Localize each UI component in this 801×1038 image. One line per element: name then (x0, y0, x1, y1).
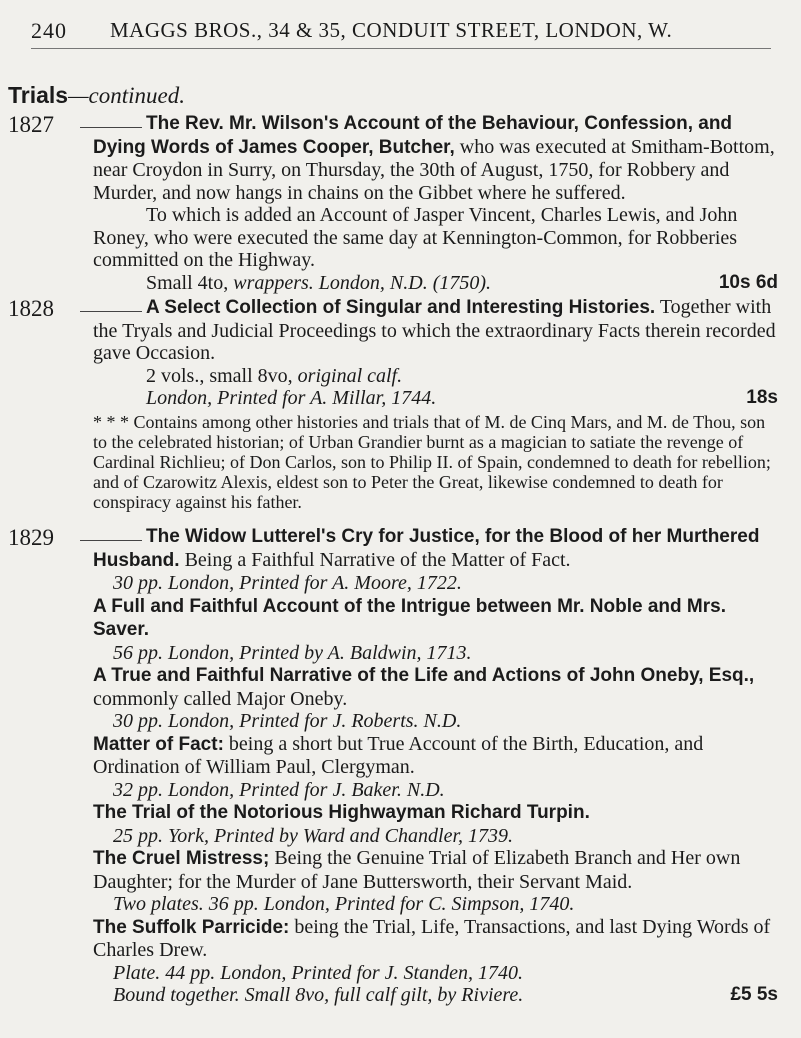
entry-format-plain: 2 vols., small 8vo, (146, 364, 298, 387)
bound-item (93, 664, 778, 733)
section-name: Trials (8, 82, 69, 108)
entry-description (93, 112, 778, 204)
catalogue-entry (8, 296, 778, 512)
entry-text: Being a Faithful Narrative of the Matter of Fact. (179, 548, 571, 571)
bound-item-text: being a short but True Account of the Birth, Education, and Ordination of William Paul, Clergyman. (93, 732, 704, 778)
bound-item (93, 916, 778, 985)
entry-dash (80, 127, 142, 128)
bound-item-title: A True and Faithful Narrative of the Life and Actions of John Oneby, Esq., (93, 665, 755, 686)
bound-item-imprint: 25 pp. York, Printed by Ward and Chandler, 1739. (113, 824, 514, 847)
entry-title: The Widow Lutterel's Cry for Justice, for the Blood of her Murthered Husband. (93, 526, 760, 571)
entry-dash (80, 311, 142, 312)
bound-item (93, 733, 778, 802)
bound-item-text: being the Trial, Life, Transactions, and last Dying Words of Charles Drew. (93, 915, 771, 961)
entry-dash (80, 540, 142, 541)
page-number: 240 (31, 18, 67, 43)
entry-number: 1828 (8, 296, 54, 321)
running-head: MAGGS BROS., 34 & 35, CONDUIT STREET, LONDON, W. (110, 18, 673, 42)
entry-format-italic: wrappers. London, N.D. (1750). (233, 271, 492, 294)
entry-format-italic: original calf. (297, 364, 403, 387)
bound-item-title: The Suffolk Parricide: (93, 916, 290, 938)
bound-item (93, 595, 778, 665)
entry-price: £5 5s (730, 984, 778, 1005)
bound-item-imprint: 30 pp. London, Printed for J. Roberts. N.D. (113, 710, 462, 732)
entry-number: 1827 (8, 112, 54, 137)
catalogue-entry (8, 112, 778, 294)
entry-imprint-line (93, 572, 778, 595)
entry-format-plain: Small 4to, (146, 271, 234, 294)
header-rule (31, 48, 771, 49)
entry-imprint-line (93, 387, 778, 410)
bound-item-title: A Full and Faithful Account of the Intrigue between Mr. Noble and Mrs. Saver. (93, 595, 726, 640)
catalogue-entry (8, 525, 778, 1007)
entry-description (93, 296, 778, 365)
bound-item-title: The Trial of the Notorious Highwayman Richard Turpin. (93, 802, 590, 823)
entry-imprint: London, Printed for A. Millar, 1744. (146, 387, 437, 409)
entry-number: 1829 (8, 525, 54, 550)
bound-item-imprint: 32 pp. London, Printed for J. Baker. N.D. (113, 778, 445, 801)
bound-item-text: commonly called Major Oneby. (93, 687, 348, 710)
entry-format (93, 365, 778, 388)
entry-price: 18s (746, 387, 778, 408)
page-header (31, 18, 771, 52)
entry-title: A Select Collection of Singular and Interesting Histories. (146, 297, 656, 318)
section-continued: —continued. (68, 83, 186, 108)
entry-text: Together with the Tryals and Judicial Proceedings to which the extraordinary Facts therein recorded gave Occasion. (93, 296, 776, 364)
entry-note: * * * Contains among other histories and trials that of M. de Cinq Mars, and M. de Thou, son to the celebrated historian; of Urban Grandier burnt as a magician to satiate the revenge of Cardinal Richlieu; of Don Carlos, son to Philip II. of Spain, condemned to death for rebellion; and of Czarowitz Alexis, eldest son to Peter the Great, likewise condemned to death for conspiracy against his father. (93, 411, 771, 512)
bound-item (93, 847, 778, 916)
entry-imprint: 30 pp. London, Printed for A. Moore, 1722. (113, 572, 462, 594)
bound-item-title: Matter of Fact: (93, 733, 224, 755)
entry-description (93, 525, 778, 572)
section-title (8, 82, 185, 109)
entry-title: The Rev. Mr. Wilson's Account of the Behaviour, Confession, and Dying Words of James Cooper, Butcher, (93, 113, 733, 158)
entry-text-continued: To which is added an Account of Jasper Vincent, Charles Lewis, and John Roney, who were executed the same day at Kennington-Common, for Robberies committed on the Highway. (93, 204, 738, 271)
entry-text: who was executed at Smitham-Bottom, near Croydon in Surry, on Thursday, the 30th of August, 1750, for Robbery and Murder, and now hangs in chains on the Gibbet where he suffered. (93, 135, 775, 204)
bound-item-imprint: Two plates. 36 pp. London, Printed for C. Simpson, 1740. (113, 893, 575, 915)
entry-binding: Bound together. Small 8vo, full calf gilt, by Riviere. (113, 984, 524, 1006)
bound-item-text: Being the Genuine Trial of Elizabeth Branch and Her own Daughter; for the Murder of Jane Buttersworth, their Servant Maid. (93, 847, 741, 893)
bound-item-imprint: Plate. 44 pp. London, Printed for J. Standen, 1740. (113, 961, 523, 984)
entry-binding-line (93, 984, 778, 1007)
bound-item (93, 801, 778, 847)
bound-item-title: The Cruel Mistress; (93, 848, 270, 869)
entry-format (93, 272, 778, 295)
bound-item-imprint: 56 pp. London, Printed by A. Baldwin, 1713. (113, 641, 472, 664)
entry-price: 10s 6d (718, 271, 778, 293)
